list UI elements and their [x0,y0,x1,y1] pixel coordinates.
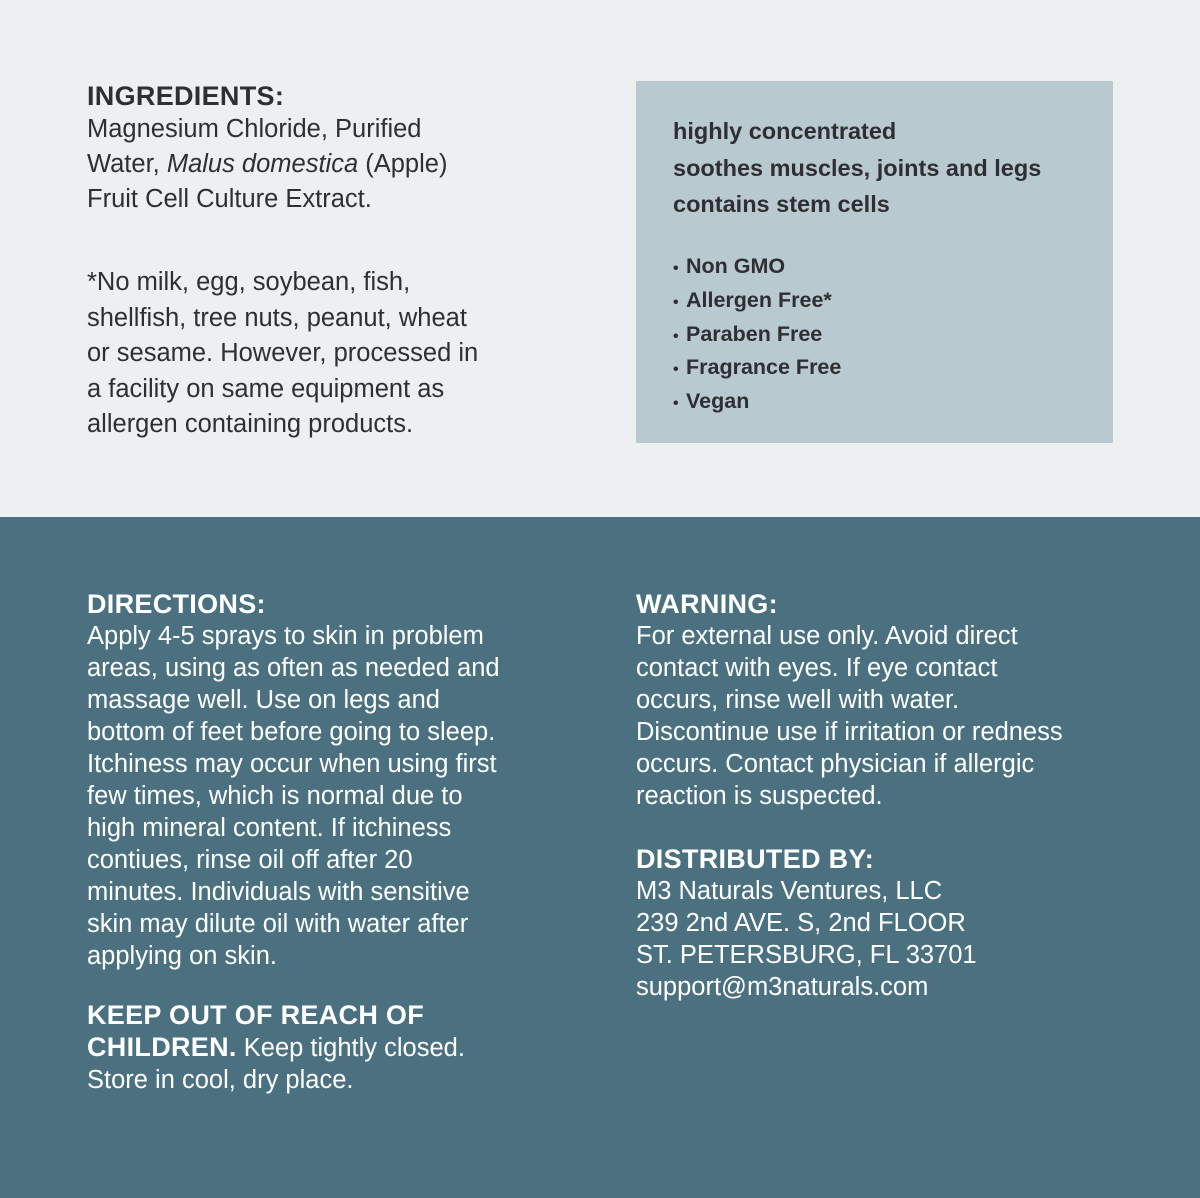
distributed-by-section [636,843,1136,1003]
bullet-icon: • [673,260,679,277]
allergen-note-text [87,265,607,443]
ingredients-line-text: Water, [87,150,167,178]
keep-out-text [87,1031,587,1096]
warning-line: occurs. Contact physician if allergic [636,750,1035,778]
directions-line: contiues, rinse oil off after 20 [87,846,413,874]
ingredients-line [87,112,587,147]
botanical-name: Malus domestica [166,150,359,178]
ingredients-text [87,112,587,217]
feature-item [673,386,841,420]
storage-instruction: Keep tightly closed. [236,1034,465,1062]
ingredients-heading: INGREDIENTS: [87,81,285,111]
distributor-city: ST. PETERSBURG, FL 33701 [636,941,977,969]
keep-out-section [87,999,587,1096]
feature-label: Paraben Free [686,321,823,346]
warning-text [636,620,1156,812]
directions-line: bottom of feet before going to sleep. [87,718,496,746]
support-email: support@m3naturals.com [636,973,929,1001]
allergen-note-line: a facility on same equipment as [87,374,445,403]
ingredients-line-text: Magnesium Chloride, Purified [87,115,422,143]
directions-line: Itchiness may occur when using first [87,750,497,778]
top-panel [0,0,1200,517]
keep-out-heading-continued: CHILDREN. [87,1032,237,1062]
claim-item: contains stem cells [673,191,890,217]
bullet-icon: • [673,361,679,379]
claims-box [636,81,1113,443]
directions-line: skin may dilute oil with water after [87,910,469,938]
directions-line: minutes. Individuals with sensitive [87,878,470,906]
keep-out-line [87,1031,587,1064]
keep-out-heading: KEEP OUT OF REACH OF [87,1000,425,1030]
feature-label: Vegan [686,389,750,414]
warning-line: reaction is suspected. [636,782,883,810]
feature-item [673,319,841,353]
directions-line: massage well. Use on legs and [87,686,440,714]
allergen-note-line: allergen containing products. [87,410,414,438]
directions-line: areas, using as often as needed and [87,654,500,682]
keep-out-line: Store in cool, dry place. [87,1066,354,1094]
directions-line: few times, which is normal due to [87,782,463,810]
warning-line: occurs, rinse well with water. [636,686,960,714]
feature-label: Non GMO [686,254,786,278]
bullet-icon: • [673,293,679,311]
allergen-note [87,265,607,443]
claim-item: highly concentrated [673,118,897,144]
claims-list [673,113,1041,223]
directions-line: applying on skin. [87,942,277,970]
feature-item [673,352,841,386]
allergen-note-line: shellfish, tree nuts, peanut, wheat [87,303,467,332]
ingredients-line [87,182,587,217]
feature-item [673,285,841,319]
feature-label: Allergen Free* [686,287,832,312]
warning-line: Discontinue use if irritation or redness [636,718,1063,746]
warning-line: For external use only. Avoid direct [636,622,1018,650]
warning-heading: WARNING: [636,589,778,619]
allergen-note-line: or sesame. However, processed in [87,339,479,367]
claim-item: soothes muscles, joints and legs [673,154,1042,181]
allergen-note-line: *No milk, egg, soybean, fish, [87,268,411,296]
warning-section [636,588,1156,812]
features-list [673,251,841,420]
ingredients-line-text: (Apple) [358,150,448,178]
bullet-icon: • [673,327,679,345]
feature-item [673,251,841,285]
directions-heading: DIRECTIONS: [87,589,266,619]
directions-line: Apply 4-5 sprays to skin in problem [87,622,484,650]
distributor-street: 239 2nd AVE. S, 2nd FLOOR [636,909,966,937]
ingredients-line-text: Fruit Cell Culture Extract. [87,185,372,213]
distributed-by-heading: DISTRIBUTED BY: [636,844,874,874]
directions-line: high mineral content. If itchiness [87,814,452,842]
warning-line: contact with eyes. If eye contact [636,654,998,682]
ingredients-line [87,147,587,182]
directions-text [87,620,587,972]
distributor-name: M3 Naturals Ventures, LLC [636,877,943,905]
bullet-icon: • [673,395,679,413]
directions-section [87,588,587,972]
distributor-address [636,875,1136,1003]
ingredients-section [87,80,587,217]
feature-label: Fragrance Free [686,355,842,380]
